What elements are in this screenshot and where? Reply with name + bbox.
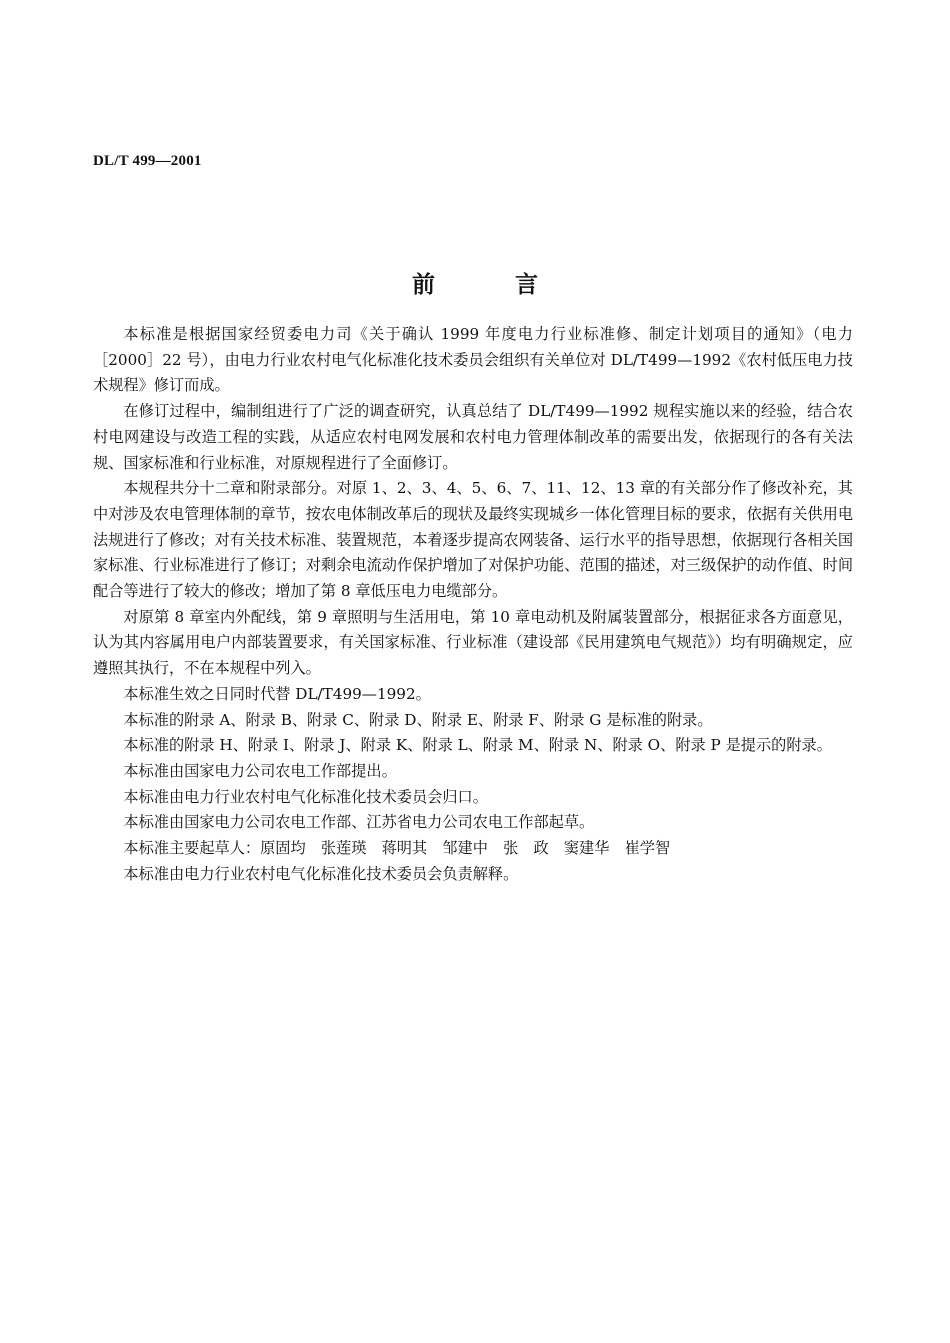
paragraph-origin: 本标准是根据国家经贸委电力司《关于确认 1999 年度电力行业标准修、制定计划项目的通知》（电力［2000］22 号），由电力行业农村电气化标准化技术委员会组织有关单位对 DL/T499—1992《农村低压电力技术规程》修订而成。: [93, 325, 853, 395]
standard-code: DL/T 499—2001: [93, 153, 202, 169]
paragraph-proposed-by: 本标准由国家电力公司农电工作部提出。: [123, 761, 397, 780]
paragraph-effective-date: 本标准生效之日同时代替 DL/T499—1992。: [123, 684, 431, 703]
paragraph-chapters: 本规程共分十二章和附录部分。对原 1、2、3、4、5、6、7、11、12、13 章的有关部分作了修改补充，其中对涉及农电管理体制的章节，按农电体制改革后的现状及最终实现城乡一体化管理目标的要求，依据有关供用电法规进行了修改；对有关技术标准、装置规范，本着逐步提高农网装备、运行水平的指导思想，依据现行各相关国家标准、行业标准进行了修订；对剩余电流动作保护增加了对保护功能、范围的描述，对三级保护的动作值、时间配合等进行了较大的修改；增加了第 8 章低压电力电缆部分。: [93, 479, 853, 601]
paragraph-interpreted-by: 本标准由电力行业农村电气化标准化技术委员会负责解释。: [123, 864, 519, 883]
paragraph-normative-annexes: 本标准的附录 A、附录 B、附录 C、附录 D、附录 E、附录 F、附录 G 是标准的附录。: [123, 710, 713, 729]
page-title: 前言: [412, 272, 618, 298]
paragraph-centralized-by: 本标准由电力行业农村电气化标准化技术委员会归口。: [123, 787, 488, 806]
paragraph-revision-process: 在修订过程中，编制组进行了广泛的调查研究，认真总结了 DL/T499—1992 规程实施以来的经验，结合农村电网建设与改造工程的实践，从适应农村电网发展和农村电力管理体制改革的需要出发，依据现行的各有关法规、国家标准和行业标准，对原规程进行了全面修订。: [93, 402, 853, 472]
paragraph-informative-annexes: 本标准的附录 H、附录 I、附录 J、附录 K、附录 L、附录 M、附录 N、附录 O、附录 P 是提示的附录。: [123, 736, 832, 755]
paragraph-drafted-by: 本标准由国家电力公司农电工作部、江苏省电力公司农电工作部起草。: [123, 813, 595, 832]
paragraph-main-drafters: 本标准主要起草人：原固均 张莲瑛 蒋明其 邹建中 张 政 窦建华 崔学智: [123, 839, 671, 858]
paragraph-removed-chapters: 对原第 8 章室内外配线，第 9 章照明与生活用电，第 10 章电动机及附属装置部分，根据征求各方面意见，认为其内容属用电户内部装置要求，有关国家标准、行业标准（建设部《民用建筑电气规范》）均有明确规定，应遵照其执行，不在本规程中列入。: [93, 607, 853, 678]
foreword-body: [93, 322, 853, 887]
